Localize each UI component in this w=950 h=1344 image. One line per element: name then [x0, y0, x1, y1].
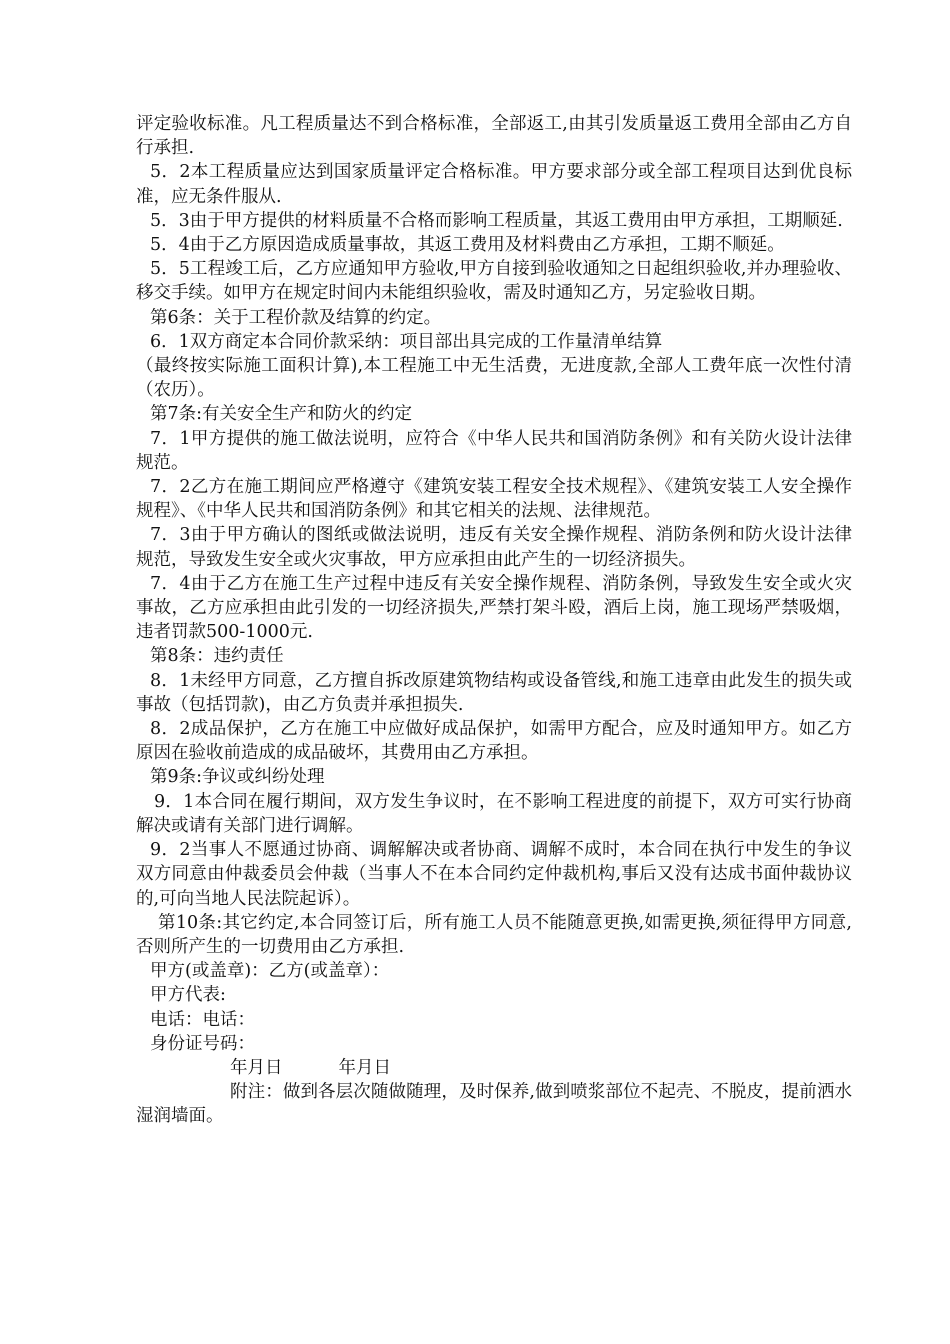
clause-9-1: 9．1本合同在履行期间，双方发生争议时，在不影响工程进度的前提下，双方可实行协商解决或请有关部门进行调解。: [136, 791, 852, 836]
clause-5-4: 5．4由于乙方原因造成质量事故，其返工费用及材料费由乙方承担，工期不顺延。: [150, 235, 785, 256]
clause-5-5: 5．5工程竣工后，乙方应通知甲方验收,甲方自接到验收通知之日起组织验收,并办理验收、移交手续。如甲方在规定时间内未能组织验收，需及时通知乙方，另定验收日期。: [136, 259, 852, 304]
document-page: [136, 112, 852, 1129]
id-number-line: 身份证号码：: [150, 1033, 255, 1054]
clause-7-4: 7．4由于乙方在施工生产过程中违反有关安全操作规程、消防条例，导致发生安全或火灾事故，乙方应承担由此引发的一切经济损失,严禁打架斗殴，酒后上岗，施工现场严禁吸烟，违者罚款500-1000元.: [136, 573, 852, 643]
clause-5-2: 5．2本工程质量应达到国家质量评定合格标准。甲方要求部分或全部工程项目达到优良标准，应无条件服从.: [136, 162, 852, 207]
party-b-date: 年月日: [338, 1057, 391, 1078]
article-6-heading: 第6条：关于工程价款及结算的约定。: [150, 307, 442, 328]
paragraph-acceptance-standard: 评定验收标准。凡工程质量达不到合格标准，全部返工,由其引发质量返工费用全部由乙方自行承担.: [136, 114, 852, 159]
party-a-date: 年月日: [230, 1057, 283, 1078]
appendix-note: 附注：做到各层次随做随理，及时保养,做到喷浆部位不起壳、不脱皮，提前洒水湿润墙面。: [136, 1082, 852, 1127]
clause-6-1-continued: （最终按实际施工面积计算),本工程施工中无生活费，无进度款,全部人工费年底一次性付清（农历）。: [136, 356, 852, 401]
clause-6-1: 6．1双方商定本合同价款采纳：项目部出具完成的工作量清单结算: [150, 331, 663, 352]
clause-7-2: 7．2乙方在施工期间应严格遵守《建筑安装工程安全技术规程》、《建筑安装工人安全操作规程》、《中华人民共和国消防条例》和其它相关的法规、法律规范。: [136, 477, 852, 522]
clause-7-3: 7．3由于甲方确认的图纸或做法说明，违反有关安全操作规程、消防条例和防火设计法律规范，导致发生安全或火灾事故，甲方应承担由此产生的一切经济损失。: [136, 525, 852, 570]
party-a-representative: 甲方代表:: [150, 985, 226, 1006]
article-9-heading: 第9条:争议或纠纷处理: [150, 767, 325, 788]
article-7-heading: 第7条:有关安全生产和防火的约定: [150, 404, 413, 425]
clause-7-1: 7．1甲方提供的施工做法说明，应符合《中华人民共和国消防条例》和有关防火设计法律规范。: [136, 428, 852, 473]
signature-dates: [136, 1056, 852, 1080]
clause-8-2: 8．2成品保护，乙方在施工中应做好成品保护，如需甲方配合，应及时通知甲方。如乙方原因在验收前造成的成品破坏，其费用由乙方承担。: [136, 719, 852, 764]
article-10: 第10条:其它约定,本合同签订后，所有施工人员不能随意更换,如需更换,须征得甲方同意,否则所产生的一切费用由乙方承担.: [136, 912, 852, 957]
clause-5-3: 5．3由于甲方提供的材料质量不合格而影响工程质量，其返工费用由甲方承担，工期顺延.: [150, 210, 843, 231]
signature-parties: 甲方(或盖章)：乙方(或盖章）：: [150, 961, 390, 982]
phone-line: 电话：电话：: [150, 1009, 255, 1030]
clause-9-2: 9．2当事人不愿通过协商、调解解决或者协商、调解不成时，本合同在执行中发生的争议双方同意由仲裁委员会仲裁（当事人不在本合同约定仲裁机构,事后又没有达成书面仲裁协议的,可向当地人民法院起诉）。: [136, 840, 852, 909]
clause-8-1: 8．1未经甲方同意，乙方擅自拆改原建筑物结构或设备管线,和施工违章由此发生的损失或事故（包括罚款)，由乙方负责并承担损失.: [136, 670, 852, 715]
article-8-heading: 第8条：违约责任: [150, 646, 284, 667]
